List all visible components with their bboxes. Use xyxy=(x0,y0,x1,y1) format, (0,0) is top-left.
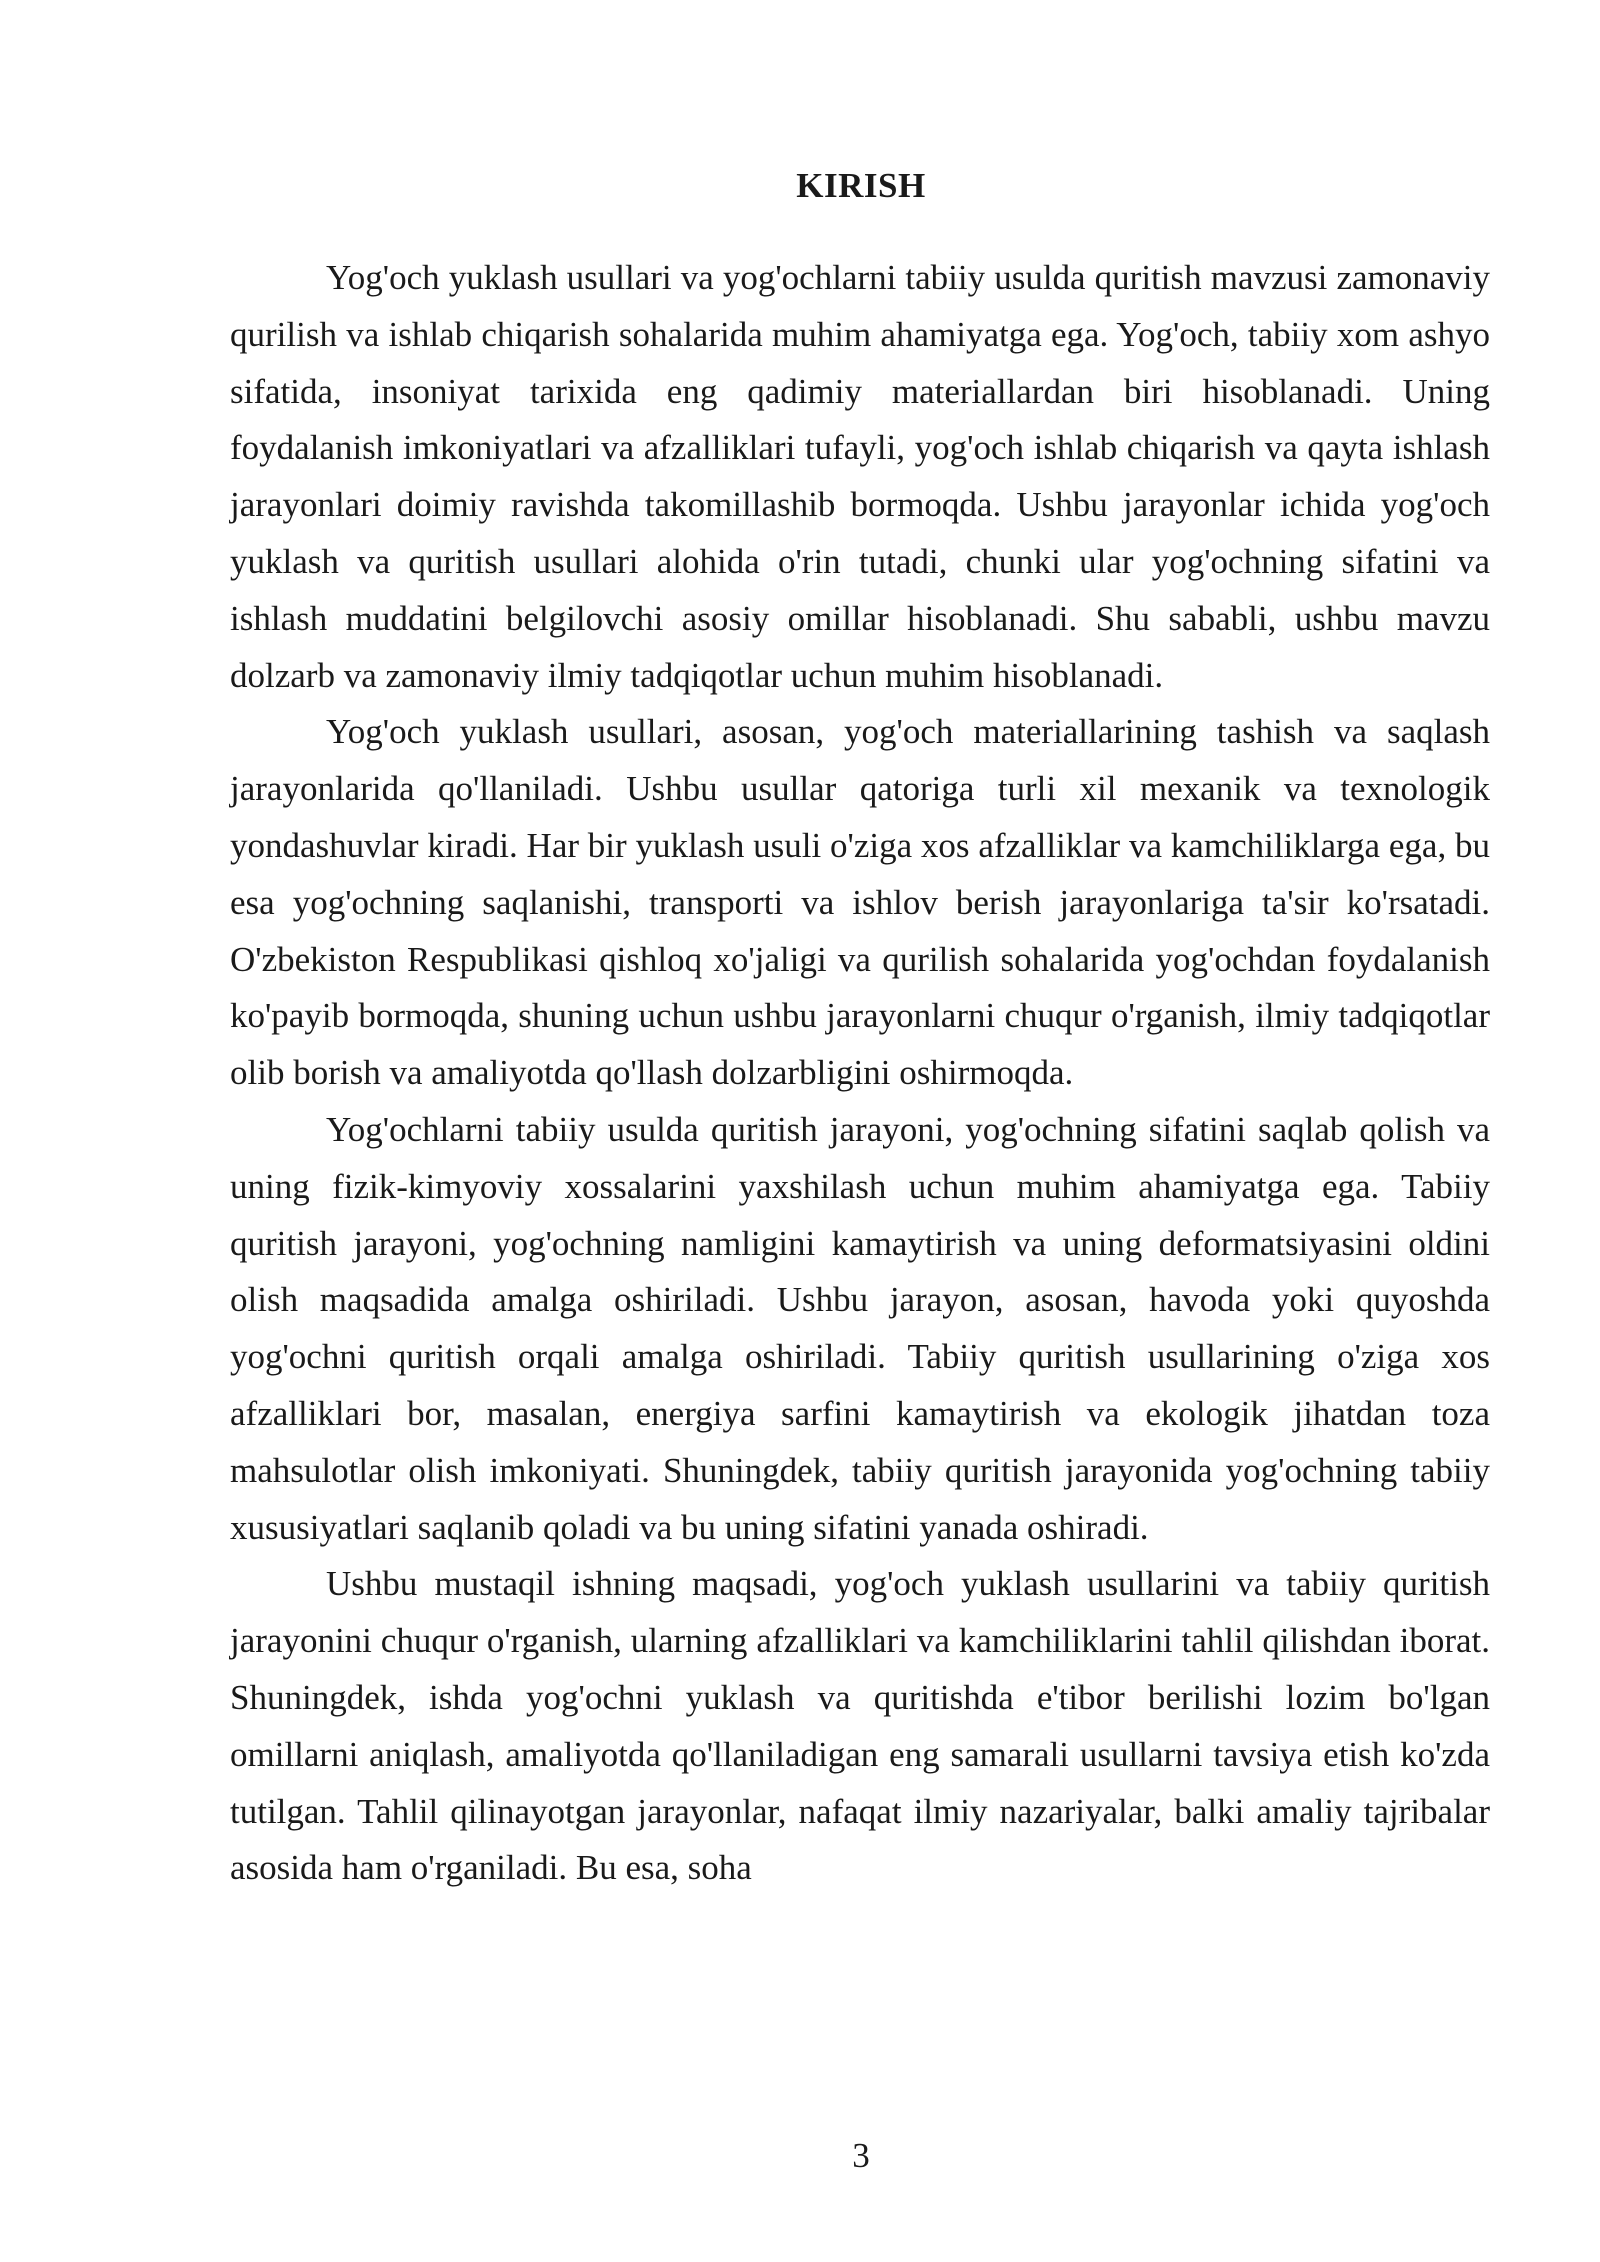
paragraph-4: Ushbu mustaqil ishning maqsadi, yog'och yuklash usullarini va tabiiy quritish jarayonini chuqur o'rganish, ularning afzalliklari va kamchiliklarini tahlil qilishdan iborat. Shuningdek, ishda yog'ochni yuklash va quritishda e'tibor berilishi lozim bo'lgan omillarni aniqlash, amaliyotda qo'llaniladigan eng samarali usullarni tavsiya etish ko'zda tutilgan. Tahlil qilinayotgan jarayonlar, nafaqat ilmiy nazariyalar, balki amaliy tajribalar asosida ham o'rganiladi. Bu esa, soha xyxy=(230,1564,1490,1888)
section-heading: KIRISH xyxy=(796,166,926,205)
paragraph-2: Yog'och yuklash usullari, asosan, yog'och materiallarining tashish va saqlash jarayonlarida qo'llaniladi. Ushbu usullar qatoriga turli xil mexanik va texnologik yondashuvlar kiradi. Har bir yuklash usuli o'ziga xos afzalliklar va kamchiliklarga ega, bu esa yog'ochning saqlanishi, transporti va ishlov berish jarayonlariga ta'sir ko'rsatadi. O'zbekiston Respublikasi qishloq xo'jaligi va qurilish sohalarida yog'ochdan foydalanish ko'payib bormoqda, shuning uchun ushbu jarayonlarni chuqur o'rganish, ilmiy tadqiqotlar olib borish va amaliyotda qo'llash dolzarbligini oshirmoqda. xyxy=(230,712,1490,1093)
body-text xyxy=(230,250,1490,1897)
paragraph-1: Yog'och yuklash usullari va yog'ochlarni tabiiy usulda quritish mavzusi zamonaviy qurilish va ishlab chiqarish sohalarida muhim ahamiyatga ega. Yog'och, tabiiy xom ashyo sifatida, insoniyat tarixida eng qadimiy materiallardan biri hisoblanadi. Uning foydalanish imkoniyatlari va afzalliklari tufayli, yog'och ishlab chiqarish va qayta ishlash jarayonlari doimiy ravishda takomillashib bormoqda. Ushbu jarayonlar ichida yog'och yuklash va quritish usullari alohida o'rin tutadi, chunki ular yog'ochning sifatini va ishlash muddatini belgilovchi asosiy omillar hisoblanadi. Shu sababli, ushbu mavzu dolzarb va zamonaviy ilmiy tadqiqotlar uchun muhim hisoblanadi. xyxy=(230,258,1490,695)
page-number: 3 xyxy=(852,2136,870,2175)
paragraph-3: Yog'ochlarni tabiiy usulda quritish jarayoni, yog'ochning sifatini saqlab qolish va uning fizik-kimyoviy xossalarini yaxshilash uchun muhim ahamiyatga ega. Tabiiy quritish jarayoni, yog'ochning namligini kamaytirish va uning deformatsiyasini oldini olish maqsadida amalga oshiriladi. Ushbu jarayon, asosan, havoda yoki quyoshda yog'ochni quritish orqali amalga oshiriladi. Tabiiy quritish usullarining o'ziga xos afzalliklari bor, masalan, energiya sarfini kamaytirish va ekologik jihatdan toza mahsulotlar olish imkoniyati. Shuningdek, tabiiy quritish jarayonida yog'ochning tabiiy xususiyatlari saqlanib qoladi va bu uning sifatini yanada oshiradi. xyxy=(230,1109,1490,1547)
